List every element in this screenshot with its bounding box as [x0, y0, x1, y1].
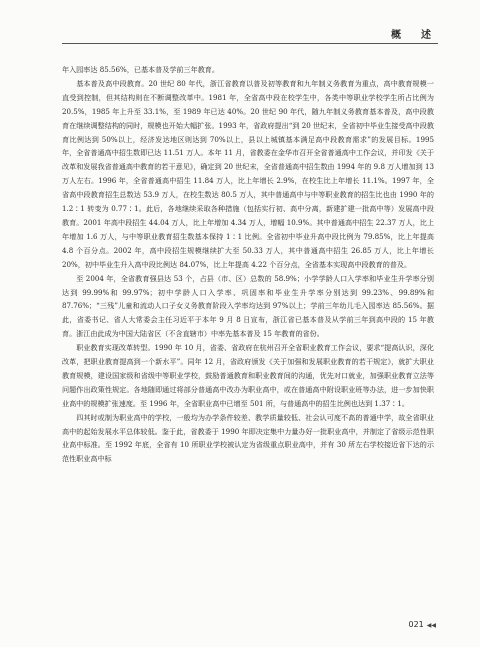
paragraph: 职业教育实现改革转型。1990 年 10 月，省委、省政府在杭州召开全省职业教育工作会议，要求“提高认识，深化改革，把职业教育提高到一个新水平”。同年 12 月，省政府颁发《关于加强和发展职业教育的若干规定》，就扩大职业教育规模，建设国家级和省级中等职业学校，鼓励普通教育和职业教育间的沟通，优先对口就业，加强职业教育立法等问题作出政策性规定。各地随即通过将部分普通高中改办为职业高中，或在普通高中附设职业班等办法，进一步加快职业高中的规模扩张速度。至 1996 年，全省职业高中已增至 501 所，与普通高中的招生比例也达到 1.37∶1。 [62, 343, 434, 408]
paragraph: 年入园率达 85.56%，已基本普及学前三年教育。 [62, 65, 219, 74]
page-footer [408, 620, 436, 629]
chapter-title: 概 述 [391, 30, 436, 41]
page-number: 021 [408, 620, 424, 629]
paragraph: 四其时或制为职业高中的学校，一般均为办学条件较差、教学质量较低、社会认可度不高的普通中学，故全省职业高中的起始发展水平总体较低。鉴于此，省教委于 1990 年即决定集中力量办好一批职业高中，并制定了省级示范性职业高中标准。至 1992 年底，全省有 10 所职业学校被认定为省级重点职业高中，并有 30 所左右学校接近省下达的示范性职业高中标 [62, 412, 434, 464]
page-marker-icon: ◀◀ [426, 622, 436, 629]
running-header [0, 22, 480, 48]
body-text [62, 63, 434, 466]
header-rule [62, 43, 438, 44]
paragraph: 基本普及高中段教育。20 世纪 80 年代，浙江省教育以普及初等教育和九年制义务教育为重点，高中教育规模一直受到控制，但其结构则在不断调整改革中。1981 年，全省高中段在校学生中，各类中等职业学校学生所占比例为 20.5%，1985 年上升至 33.1%，至 1989 年已达 40%。20 世纪 90 年代，随九年制义务教育基本普及，高中段教育在继续调整结构的同时，规模也开始大幅扩张。1993 年，省政府提出“到 20 世纪末，全省初中毕业生接受高中段教育比例达到 50%以上，经济发达地区则达到 70%以上，县以上城镇基本满足高中段教育需求”的发展目标。1995 年，全省普通高中招生数即已达 11.51 万人。本年 11 月，省教委在金华市召开全省普通高中工作会议，并印发《关于改革和发展我省普通高中教育的若干意见》，确定到 20 世纪末，全省普通高中招生数由 1994 年的 9.8 万人增加到 13 万人左右。1996 年，全省普通高中招生 11.84 万人，比上年增长 2.9%，在校生比上年增长 11.1%。1997 年，全省高中段教育招生总数达 53.9 万人，在校生数达 80.5 万人，其中普通高中与中等职业教育的招生比也由 1990 年的 1.2∶1 转变为 0.77∶1。此后，各地继续采取各种措施（包括实行初、高中分离，新建扩建一批高中等）发展高中段教育。2001 年高中段招生 44.04 万人，比上年增加 4.34 万人，增幅 10.9%。其中普通高中招生 22.37 万人，比上年增加 1.6 万人，与中等职业教育招生数基本保持 1∶1 比例。全省初中毕业升高中段比例为 79.85%，比上年提高 4.8 个百分点。2002 年，高中段招生规模继续扩大至 50.33 万人，其中普通高中招生 26.85 万人，比上年增长 20%，初中毕业生升入高中段比例达 84.07%，比上年提高 4.22 个百分点，全省基本实现高中段教育的普及。 [62, 78, 434, 269]
paragraph: 至 2004 年，全省教育强县达 53 个，占县（市、区）总数的 58.9%；小学学龄人口入学率和毕业生升学率分别达到 99.99%和 99.97%；初中学龄人口入学率、巩固率和毕业生升学率分别达到 99.23%、99.89%和 87.76%；“三残”儿童和流动人口子女义务教育阶段入学率均达到 97%以上；学前三年幼儿毛入园率达 85.56%。据此，省委书记、省人大常委会主任习近平于本年 9 月 8 日宣布，浙江省已基本普及从学前三年到高中段的 15 年教育。浙江由此成为中国大陆省区（不含直辖市）中率先基本普及 15 年教育的省份。 [62, 273, 434, 339]
